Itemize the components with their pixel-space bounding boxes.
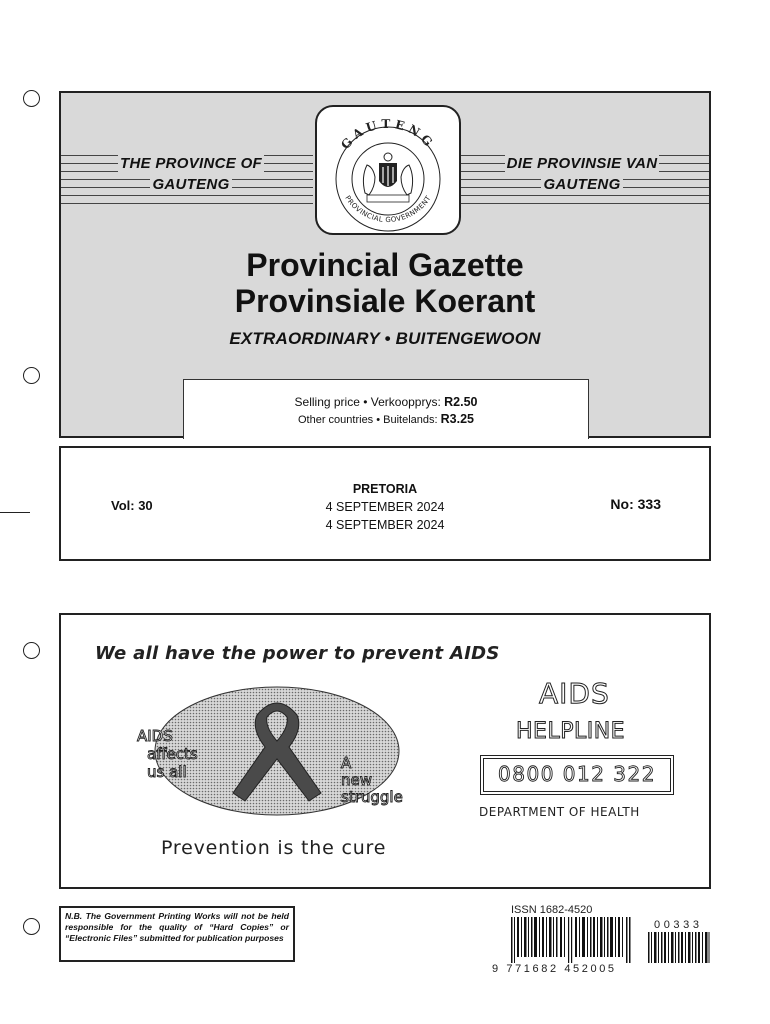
gazette-masthead bbox=[59, 91, 711, 438]
province-title-afrikaans bbox=[477, 153, 687, 195]
svg-text:GAUTENG bbox=[338, 117, 438, 152]
selling-price-value: R2.50 bbox=[444, 395, 478, 409]
helpline-phone-number: 0800 012 322 bbox=[483, 758, 671, 792]
barcode-icon bbox=[511, 917, 631, 963]
emblem-text-bottom: PROVINCIAL GOVERNMENT bbox=[343, 194, 433, 224]
prevention-slogan: Prevention is the cure bbox=[161, 837, 387, 859]
barcode-digits: 9 771682 452005 bbox=[492, 963, 617, 975]
punch-hole bbox=[23, 642, 40, 659]
helpline-word: HELPLINE bbox=[516, 719, 626, 744]
affects-line3: us all bbox=[147, 763, 187, 781]
ad-headline: We all have the power to prevent AIDS bbox=[95, 643, 500, 664]
selling-price-label: Selling price • Verkoopprys: bbox=[294, 395, 445, 409]
province-af-line1: DIE PROVINSIE VAN bbox=[506, 155, 658, 172]
issue-date: 4 SEPTEMBER 2024 bbox=[325, 500, 445, 514]
a-new-struggle bbox=[341, 755, 403, 806]
aids-advert bbox=[59, 613, 711, 889]
province-af-line2: GAUTENG bbox=[543, 176, 621, 193]
province-en-line2: GAUTENG bbox=[152, 176, 230, 193]
volume-number: Vol: 30 bbox=[111, 498, 153, 513]
foreign-price-value: R3.25 bbox=[440, 412, 474, 426]
foreign-price-label: Other countries • Buitelands: bbox=[297, 414, 441, 426]
affects-line2: affects bbox=[147, 745, 198, 763]
issue-city: PRETORIA bbox=[352, 482, 418, 496]
foreign-price bbox=[184, 411, 588, 429]
issue-info-box bbox=[59, 446, 711, 561]
coat-of-arms-icon bbox=[317, 107, 459, 233]
issue-number: No: 333 bbox=[610, 496, 661, 512]
struggle-line3: struggle bbox=[341, 788, 403, 806]
gazette-subtitle: EXTRAORDINARY • BUITENGEWOON bbox=[229, 329, 541, 348]
punch-hole bbox=[23, 90, 40, 107]
price-box bbox=[183, 379, 589, 439]
affects-line1: AIDS bbox=[137, 727, 173, 745]
title-afrikaans: Provinsiale Koerant bbox=[234, 283, 536, 319]
aids-affects-us-all bbox=[137, 727, 198, 781]
province-title-english bbox=[91, 153, 291, 195]
department-of-health: DEPARTMENT OF HEALTH bbox=[479, 805, 640, 819]
punch-hole bbox=[23, 367, 40, 384]
addon-barcode-digits: 00333 bbox=[654, 919, 703, 931]
title-english: Provincial Gazette bbox=[246, 247, 524, 283]
helpline-aids-title: AIDS bbox=[539, 677, 610, 710]
gazette-title bbox=[61, 247, 709, 319]
addon-barcode-icon bbox=[648, 932, 710, 963]
svg-text:PROVINCIAL GOVERNMENT bbox=[343, 194, 433, 224]
fold-mark bbox=[0, 512, 30, 513]
province-en-line1: THE PROVINCE OF bbox=[119, 155, 262, 172]
selling-price bbox=[184, 394, 588, 411]
issue-date-af: 4 SEPTEMBER 2024 bbox=[325, 518, 445, 532]
struggle-line2: new bbox=[341, 771, 373, 789]
disclaimer-note: N.B. The Government Printing Works will not be held responsible for the quality of “Hard Copies” or “Electronic Files” submitted for publication purposes bbox=[59, 906, 295, 962]
gauteng-coat-of-arms bbox=[315, 105, 461, 235]
emblem-text-top: GAUTENG bbox=[338, 116, 438, 152]
punch-hole bbox=[23, 918, 40, 935]
issn-number: ISSN 1682-4520 bbox=[511, 904, 593, 916]
struggle-line1: A bbox=[341, 754, 352, 772]
